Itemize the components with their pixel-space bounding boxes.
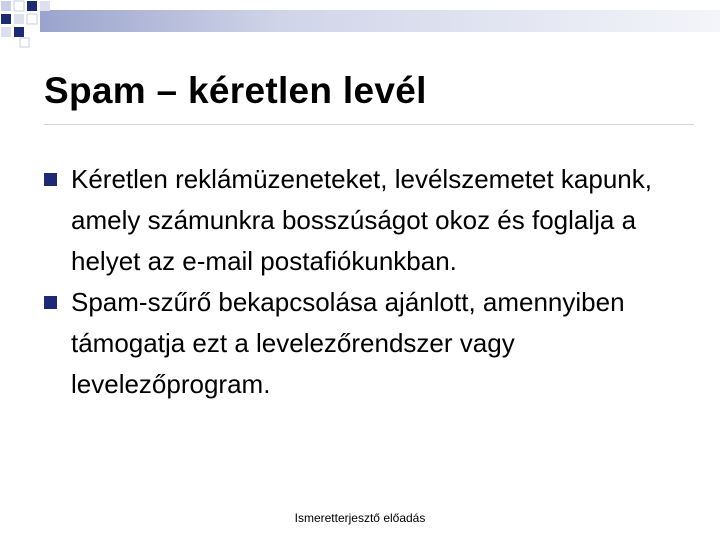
bullet-text: Spam-szűrő bekapcsolása ajánlott, amennyiben támogatja ezt a levelezőrendszer vagy levelezőprogram. — [71, 287, 625, 399]
bullet-text: Kéretlen reklámüzeneteket, levélszemetet kapunk, amely számunkra bosszúságot okoz és foglalja a helyet az e-mail postafiókunkban. — [71, 164, 652, 276]
title-divider — [44, 124, 694, 125]
square-bullet-icon — [44, 173, 57, 186]
slide-footer: Ismeretterjesztő előadás — [294, 511, 426, 525]
square-bullet-icon — [44, 296, 57, 309]
header-decoration — [0, 0, 720, 48]
bullet-list — [44, 159, 704, 405]
bullet-item — [44, 159, 704, 282]
slide-title: Spam – kéretlen levél — [44, 70, 427, 111]
bullet-item — [44, 282, 704, 405]
